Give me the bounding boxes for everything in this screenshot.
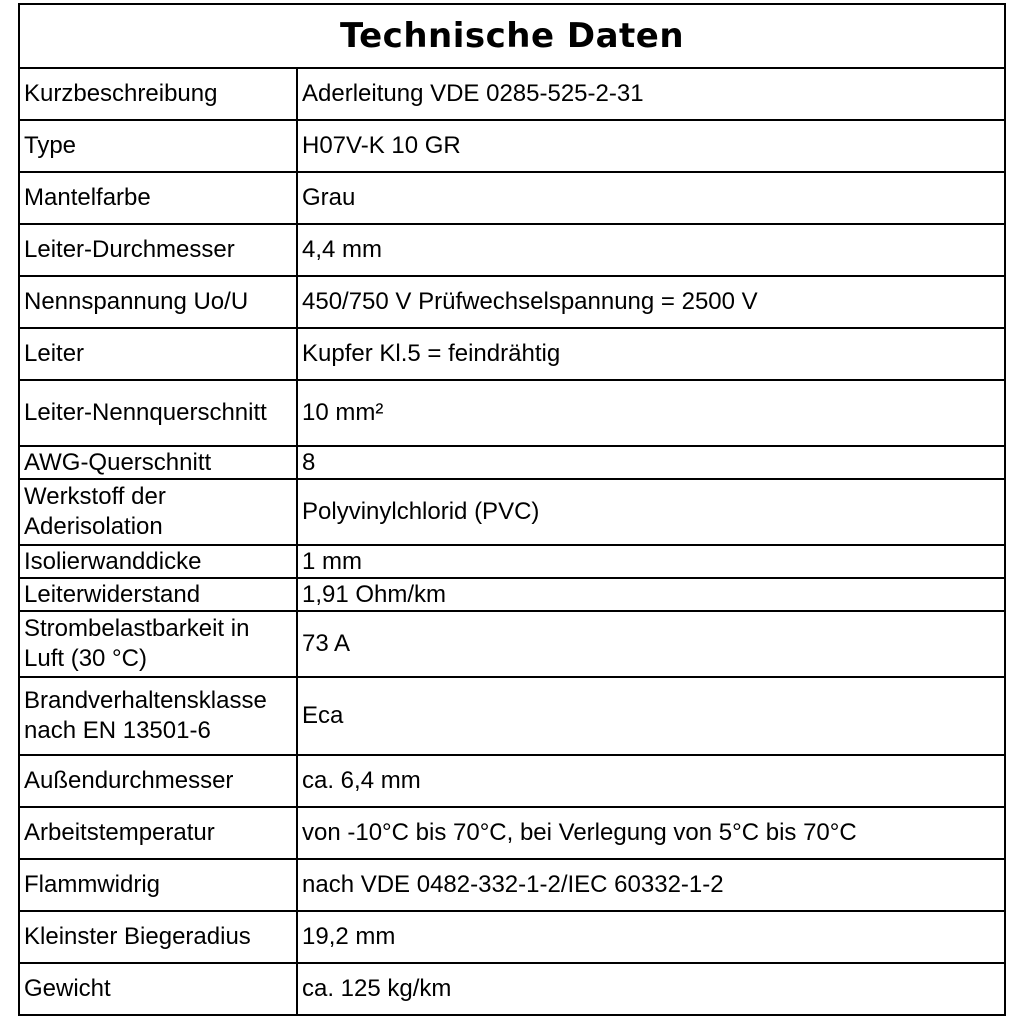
spec-label: AWG-Querschnitt (19, 446, 297, 479)
table-row (19, 545, 1005, 578)
spec-value: 450/750 V Prüfwechselspannung = 2500 V (297, 276, 1005, 328)
spec-value: 19,2 mm (297, 911, 1005, 963)
spec-value: 73 A (297, 611, 1005, 677)
table-row (19, 479, 1005, 545)
table-row (19, 755, 1005, 807)
spec-label: Gewicht (19, 963, 297, 1015)
spec-label: Nennspannung Uo/U (19, 276, 297, 328)
spec-value: 1 mm (297, 545, 1005, 578)
spec-value: H07V-K 10 GR (297, 120, 1005, 172)
spec-label: Leiter-Durchmesser (19, 224, 297, 276)
spec-label: Arbeitstemperatur (19, 807, 297, 859)
table-row (19, 911, 1005, 963)
spec-value: Grau (297, 172, 1005, 224)
spec-value: 1,91 Ohm/km (297, 578, 1005, 611)
table-row (19, 611, 1005, 677)
spec-label: Kleinster Biegeradius (19, 911, 297, 963)
spec-value: nach VDE 0482-332-1-2/IEC 60332-1-2 (297, 859, 1005, 911)
table-title: Technische Daten (19, 4, 1005, 68)
spec-label: Flammwidrig (19, 859, 297, 911)
table-row (19, 859, 1005, 911)
table-row (19, 578, 1005, 611)
spec-value: Kupfer Kl.5 = feindrähtig (297, 328, 1005, 380)
spec-label: Leiter-Nennquerschnitt (19, 380, 297, 446)
spec-value: von -10°C bis 70°C, bei Verlegung von 5°C bis 70°C (297, 807, 1005, 859)
spec-label: Strombelastbarkeit in Luft (30 °C) (19, 611, 297, 677)
table-row (19, 677, 1005, 755)
spec-value: 4,4 mm (297, 224, 1005, 276)
spec-value: Aderleitung VDE 0285-525-2-31 (297, 68, 1005, 120)
spec-label: Leiterwiderstand (19, 578, 297, 611)
spec-label: Brandverhaltensklasse nach EN 13501-6 (19, 677, 297, 755)
table-row (19, 276, 1005, 328)
table-row (19, 120, 1005, 172)
spec-label: Type (19, 120, 297, 172)
spec-value: ca. 125 kg/km (297, 963, 1005, 1015)
spec-value: Eca (297, 677, 1005, 755)
table-row (19, 328, 1005, 380)
table-row (19, 963, 1005, 1015)
table-row (19, 380, 1005, 446)
spec-label: Leiter (19, 328, 297, 380)
spec-value: ca. 6,4 mm (297, 755, 1005, 807)
spec-value: 8 (297, 446, 1005, 479)
table-row (19, 172, 1005, 224)
spec-label: Kurzbeschreibung (19, 68, 297, 120)
title-row (19, 4, 1005, 68)
table-row (19, 807, 1005, 859)
spec-label: Mantelfarbe (19, 172, 297, 224)
table-row (19, 68, 1005, 120)
table-row (19, 224, 1005, 276)
spec-table (18, 3, 1006, 1016)
spec-value: Polyvinylchlorid (PVC) (297, 479, 1005, 545)
spec-label: Werkstoff der Aderisolation (19, 479, 297, 545)
table-row (19, 446, 1005, 479)
spec-value: 10 mm² (297, 380, 1005, 446)
spec-label: Außendurchmesser (19, 755, 297, 807)
spec-label: Isolierwanddicke (19, 545, 297, 578)
